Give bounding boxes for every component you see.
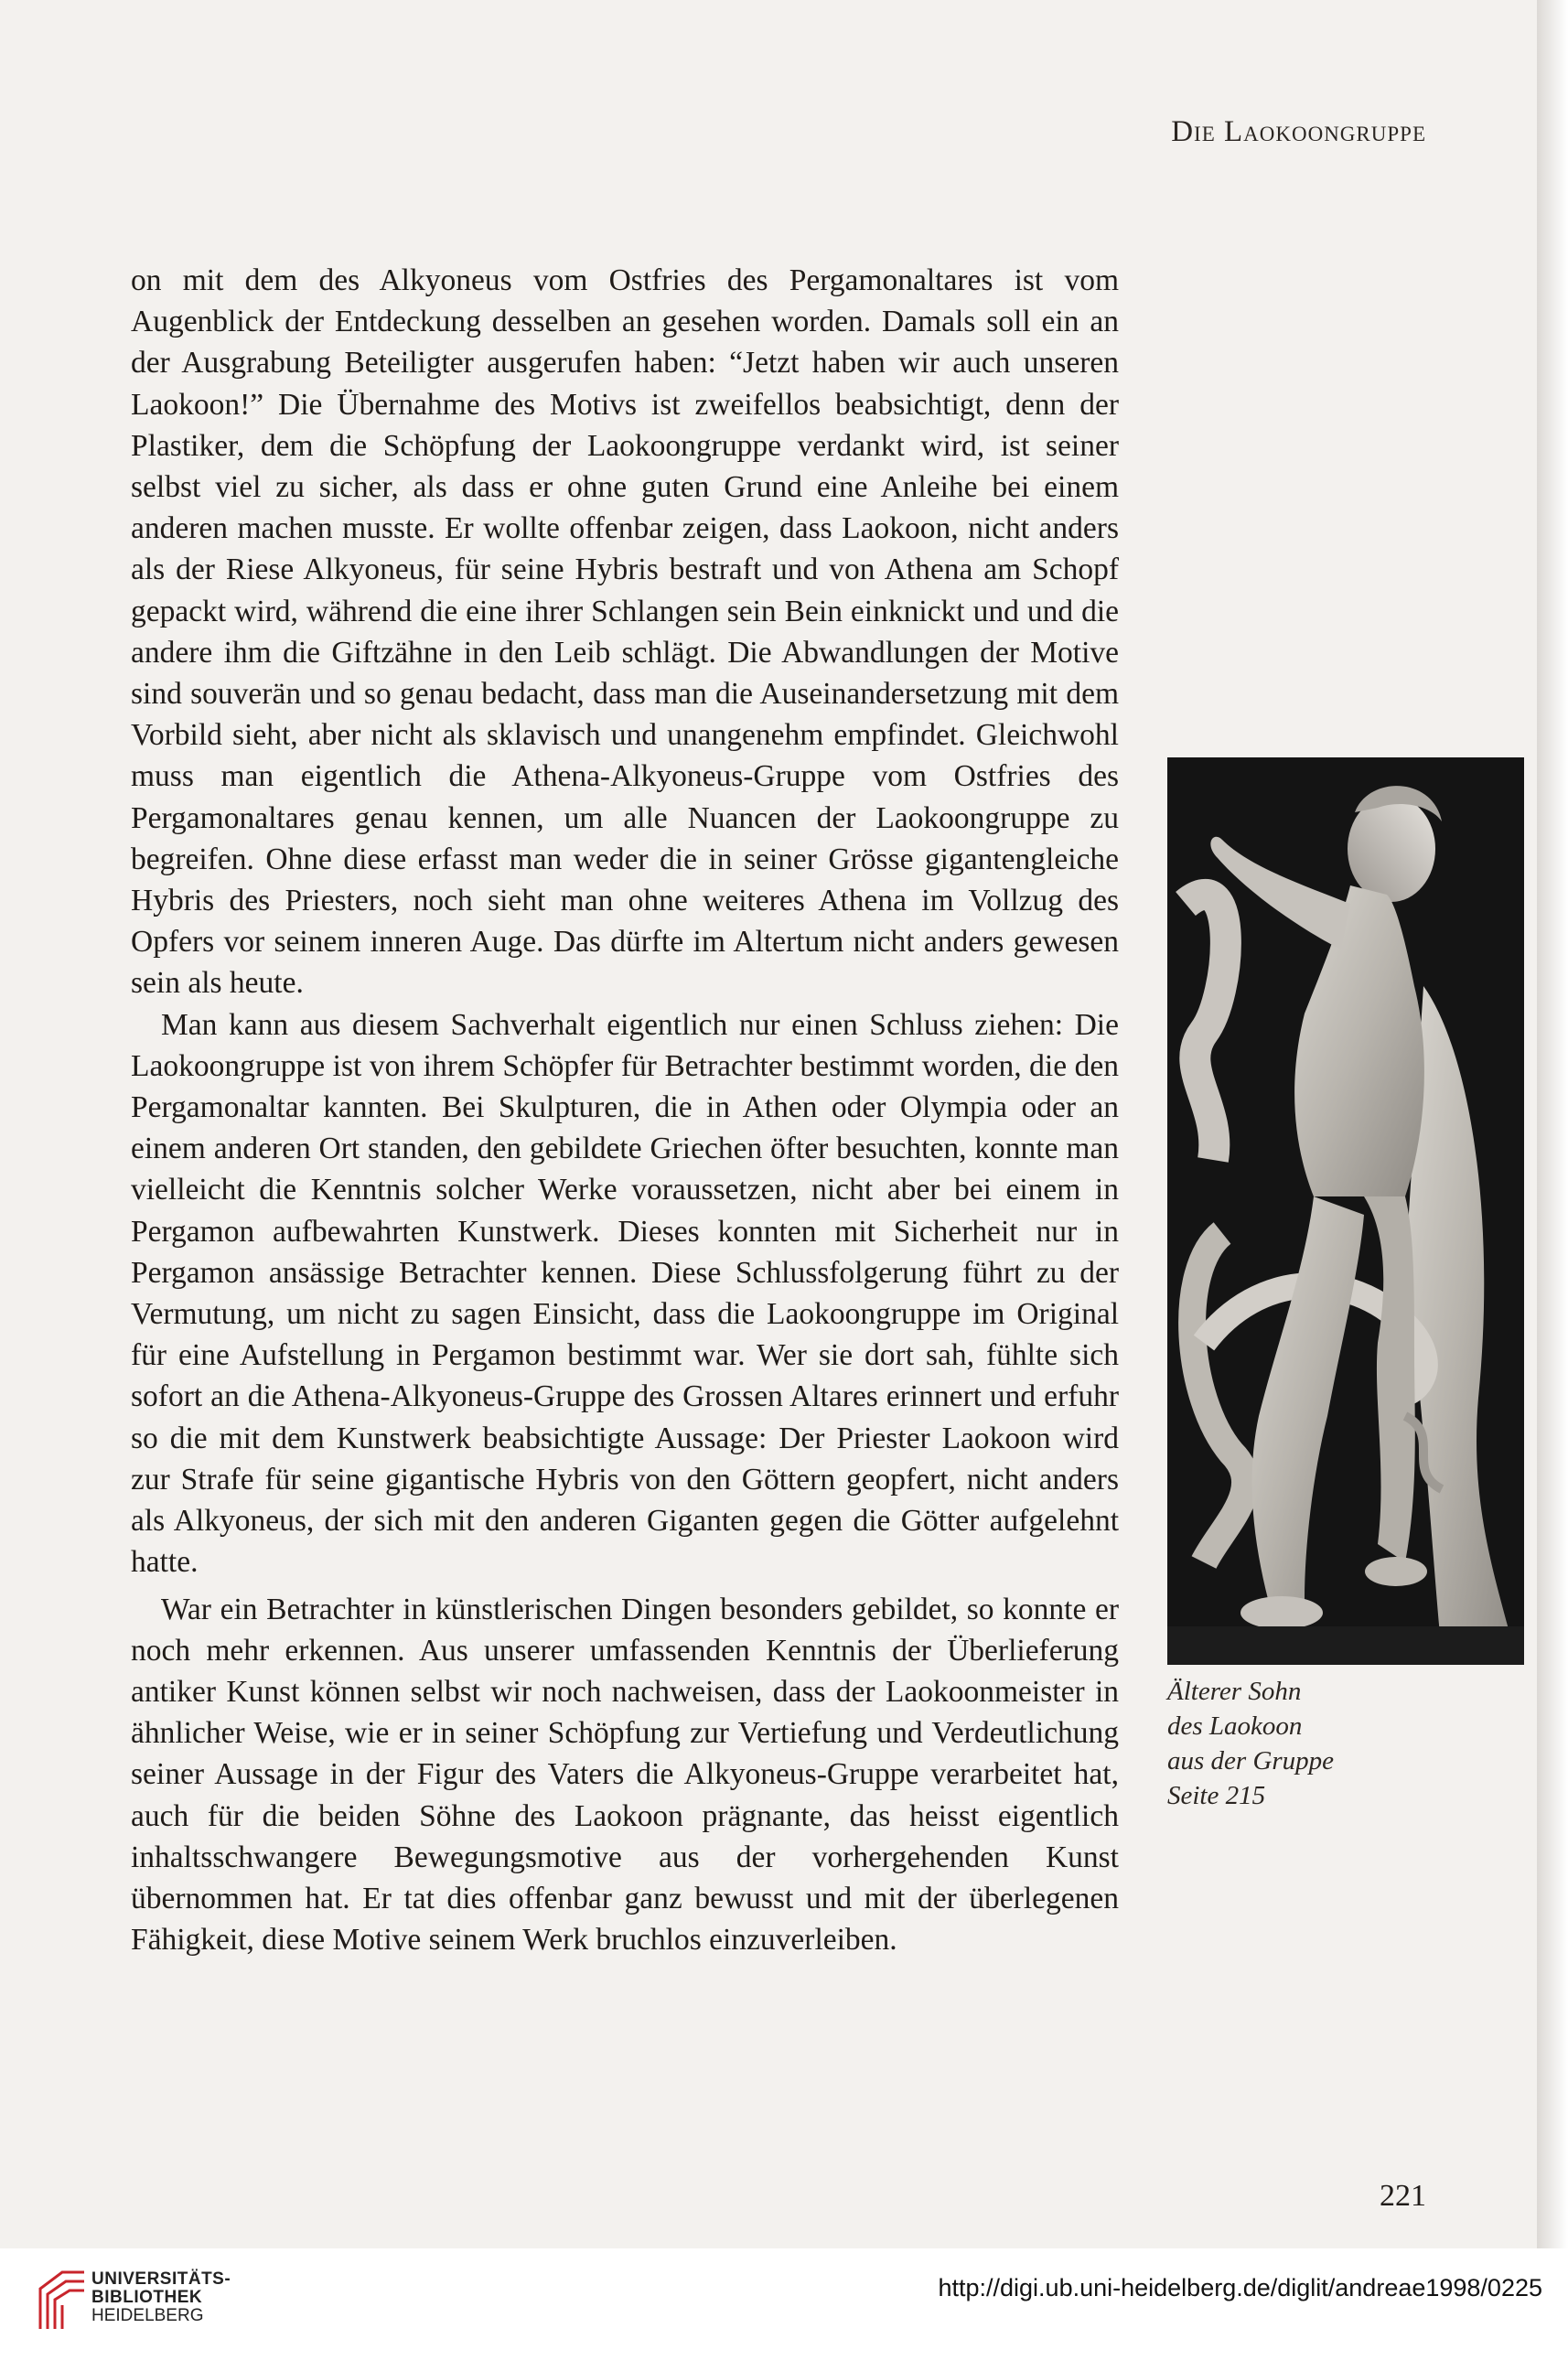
page-edge bbox=[1537, 0, 1568, 2248]
page-number: 221 bbox=[1380, 2179, 1426, 2213]
paragraph-1: on mit dem des Alkyoneus vom Ostfries des Pergamonaltares ist vom Augenblick der Entdeckung desselben an gesehen worden. Damals soll ein an der Ausgrabung Beteiligter ausgerufen haben: “Jetzt haben wir auch unseren Laokoon!” Die Übernahme des Motivs ist zweifellos beabsichtigt, denn der Plastiker, dem die Schöpfung der Laokoongruppe verdankt wird, ist seiner selbst viel zu sicher, als dass er ohne guten Grund eine Anleihe bei einem anderen machen musste. Er wollte offenbar zeigen, dass Laokoon, nicht anders als der Riese Alkyoneus, für seine Hybris bestraft und von Athena am Schopf gepackt wird, während die eine ihrer Schlangen sein Bein einknickt und und die andere ihm die Giftzähne in den Leib schlägt. Die Abwandlungen der Motive sind souverän und so genau bedacht, dass man die Auseinandersetzung mit dem Vorbild sieht, aber nicht als sklavisch und unangenehm empfindet. Gleichwohl muss man eigentlich die Athena-Alkyoneus-Gruppe vom Ostfries des Pergamonaltares genau kennen, um alle Nuancen der Laokoongruppe zu begreifen. Ohne diese erfasst man weder die in seiner Grösse gigantengleiche Hybris des Priesters, noch sieht man ohne weiteres Athena im Vollzug des Opfers vor seinem inneren Auge. Das dürfte im Altertum nicht anders gewesen sein als heute. bbox=[131, 263, 1119, 1001]
library-name-line-3: HEIDELBERG bbox=[91, 2306, 204, 2325]
sculpture-photo bbox=[1167, 757, 1524, 1665]
figure-caption bbox=[1167, 1674, 1460, 1813]
library-name bbox=[91, 2270, 231, 2325]
footer-bar bbox=[0, 2248, 1568, 2371]
caption-line-4: Seite 215 bbox=[1167, 1781, 1266, 1810]
body-text bbox=[131, 260, 1119, 1960]
library-name-line-2: BIBLIOTHEK bbox=[91, 2288, 203, 2307]
source-url[interactable]: http://digi.ub.uni-heidelberg.de/diglit/andreae1998/0225 bbox=[938, 2274, 1542, 2301]
library-logo-icon bbox=[35, 2269, 88, 2333]
paragraph-2: Man kann aus diesem Sachverhalt eigentlich nur einen Schluss ziehen: Die Laokoongruppe ist von ihrem Schöpfer für Betrachter bestimmt worden, die den Pergamonaltar kannten. Bei Skulpturen, die in Athen oder Olympia oder an einem anderen Ort standen, den gebildete Griechen öfter besuchten, konnte man vielleicht die Kenntnis solcher Werke voraussetzen, nicht aber bei einem in Pergamon aufbewahrten Kunstwerk. Dieses konnten mit Sicherheit nur in Pergamon ansässige Betrachter kennen. Diese Schlussfolgerung führt zu der Vermutung, um nicht zu sagen Einsicht, dass die Laokoongruppe im Original für eine Aufstellung in Pergamon bestimmt war. Wer sie dort sah, fühlte sich sofort an die Athena-Alkyoneus-Gruppe des Grossen Altares erinnert und erfuhr so die mit dem Kunstwerk beabsichtigte Aussage: Der Priester Laokoon wird zur Strafe für seine gigantische Hybris von den Göttern geopfert, nicht anders als Alkyoneus, der sich mit den anderen Giganten gegen die Götter aufgelehnt hatte. bbox=[131, 1007, 1119, 1580]
caption-line-3: aus der Gruppe bbox=[1167, 1746, 1335, 1776]
library-name-line-1: UNIVERSITÄTS- bbox=[91, 2269, 231, 2289]
running-head bbox=[1171, 115, 1426, 149]
caption-line-1: Älterer Sohn bbox=[1167, 1677, 1302, 1706]
running-head-smallcaps: ie Laokoongruppe bbox=[1194, 115, 1426, 148]
sculpture-illustration bbox=[1167, 757, 1524, 1665]
paragraph-3: War ein Betrachter in künstlerischen Dingen besonders gebildet, so konnte er noch mehr erkennen. Aus unserer umfassenden Kenntnis der Überlieferung antiker Kunst können selbst wir noch nachweisen, dass der Laokoonmeister in ähnlicher Weise, wie er in seiner Schöpfung zur Vertiefung und Verdeutlichung seiner Aussage in der Figur des Vaters die Alkyoneus-Gruppe verarbeitet hat, auch für die beiden Söhne des Laokoon prägnante, das heisst eigentlich inhaltsschwangere Bewegungsmotive aus der vorhergehenden Kunst übernommen hat. Er tat dies offenbar ganz bewusst und mit der überlegenen Fähigkeit, diese Motive seinem Werk bruchlos einzuverleiben. bbox=[131, 1592, 1119, 1958]
caption-line-2: des Laokoon bbox=[1167, 1711, 1303, 1741]
running-head-initial: D bbox=[1171, 115, 1195, 148]
